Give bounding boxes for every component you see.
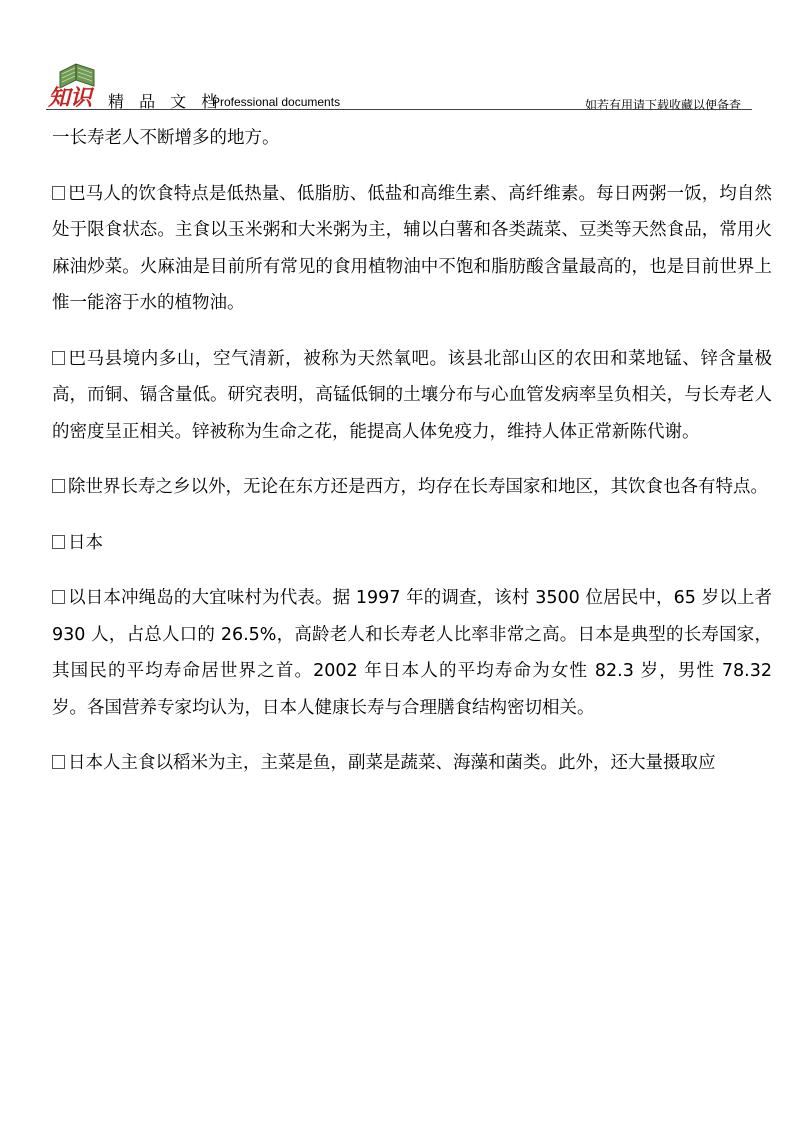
bullet-box-icon — [52, 590, 65, 604]
header-title: 精 品 文 档 — [108, 92, 223, 111]
page-header — [0, 0, 794, 112]
document-body — [52, 120, 772, 801]
logo-text: 知识 — [48, 85, 93, 108]
bullet-box-icon — [52, 479, 65, 493]
bullet-box-icon — [52, 535, 65, 549]
bullet-box-icon — [52, 755, 65, 769]
bullet-box-icon — [52, 351, 65, 365]
paragraph: 除世界长寿之乡以外，无论在东方还是西方，均存在长寿国家和地区，其饮食也各有特点。 — [52, 469, 772, 506]
bullet-box-icon — [52, 186, 65, 200]
header-note: 如若有用请下载收藏以便备查 — [585, 98, 742, 112]
section-heading: 日本 — [52, 525, 772, 562]
header-divider — [46, 109, 752, 110]
paragraph: 一长寿老人不断增多的地方。 — [52, 128, 280, 148]
paragraph: 巴马县境内多山，空气清新，被称为天然氧吧。该县北部山区的农田和菜地锰、锌含量极高，而铜、镉含量低。研究表明，高锰低铜的土壤分布与心血管发病率呈负相关，与长寿老人的密度呈正相关。锌被称为生命之花，能提高人体免疫力，维持人体正常新陈代谢。 — [52, 348, 772, 442]
paragraph: 以日本冲绳岛的大宜味村为代表。据 1997 年的调查，该村 3500 位居民中，65 岁以上者 930 人，占总人口的 26.5%，高龄老人和长寿老人比率非常之高。日本是典型的长寿国家，其国民的平均寿命居世界之首。2002 年日本人的平均寿命为女性 82.3 岁，男性 78.32 岁。各国营养专家均认为，日本人健康长寿与合理膳食结构密切相关。 — [52, 588, 772, 718]
paragraph: 巴马人的饮食特点是低热量、低脂肪、低盐和高维生素、高纤维素。每日两粥一饭，均自然处于限食状态。主食以玉米粥和大米粥为主，辅以白薯和各类蔬菜、豆类等天然食品，常用火麻油炒菜。火麻油是目前所有常见的食用植物油中不饱和脂肪酸含量最高的，也是目前世界上惟一能溶于水的植物油。 — [52, 183, 772, 313]
paragraph: 日本人主食以稻米为主，主菜是鱼，副菜是蔬菜、海藻和菌类。此外，还大量摄取应 — [52, 745, 772, 782]
book-logo-icon — [46, 50, 106, 108]
header-subtitle: Professional documents — [212, 95, 341, 109]
